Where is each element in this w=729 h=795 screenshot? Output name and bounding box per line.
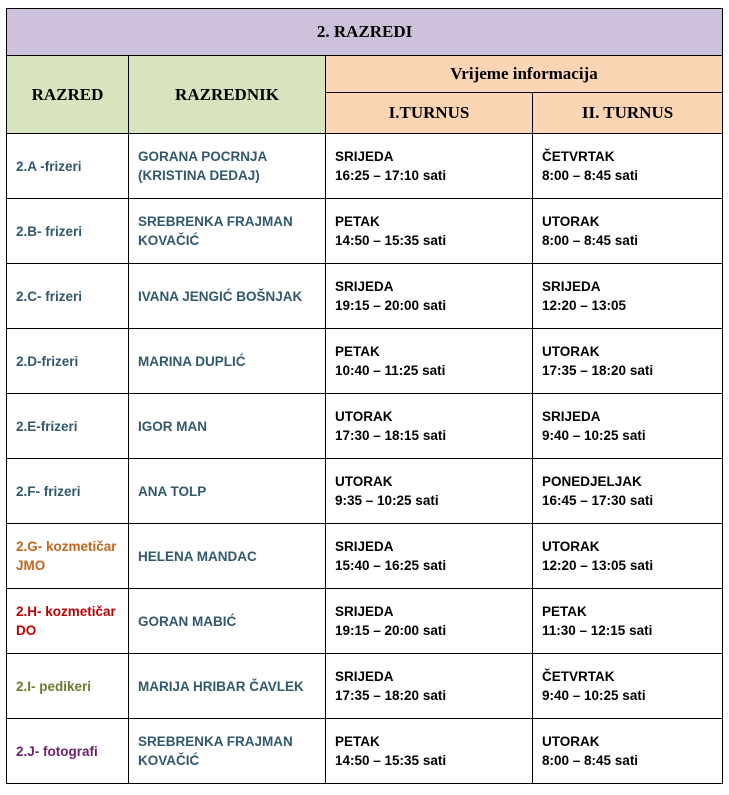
- turnus-1-cell: [326, 394, 533, 459]
- turnus-2-cell-line: 12:20 – 13:05: [542, 298, 627, 313]
- table-row: [7, 524, 723, 589]
- turnus-1-cell-line: SRIJEDA: [335, 149, 394, 164]
- razrednik-cell: [129, 524, 326, 589]
- razrednik-cell-line: HELENA MANDAC: [138, 548, 257, 564]
- table-body: [7, 134, 723, 784]
- turnus-2-cell-line: ČETVRTAK: [542, 669, 615, 684]
- turnus-2-cell-line: SRIJEDA: [542, 409, 601, 424]
- razrednik-cell-line: KOVAČIĆ: [138, 753, 200, 768]
- turnus-2-cell: [533, 459, 723, 524]
- razred-cell-line: 2.F- frizeri: [16, 483, 81, 499]
- turnus-1-cell-line: 17:35 – 18:20 sati: [335, 688, 447, 703]
- turnus-1-cell-line: PETAK: [335, 344, 380, 359]
- turnus-1-cell-line: 9:35 – 10:25 sati: [335, 493, 439, 508]
- turnus-1-cell-line: PETAK: [335, 734, 380, 749]
- turnus-2-cell-line: 17:35 – 18:20 sati: [542, 363, 654, 378]
- razrednik-cell-line: SREBRENKA FRAJMAN: [138, 214, 293, 229]
- turnus-1-cell-line: SRIJEDA: [335, 539, 394, 554]
- razrednik-cell: [129, 134, 326, 199]
- turnus-1-cell-line: SRIJEDA: [335, 604, 394, 619]
- table-row: [7, 459, 723, 524]
- header-razred: RAZRED: [7, 56, 129, 134]
- turnus-2-cell-line: 9:40 – 10:25 sati: [542, 428, 646, 443]
- turnus-1-cell-line: 16:25 – 17:10 sati: [335, 168, 447, 183]
- razrednik-cell-line: GORANA POCRNJA: [138, 149, 268, 164]
- turnus-2-cell: [533, 199, 723, 264]
- header-vrijeme-informacija: Vrijeme informacija: [326, 56, 723, 93]
- table-row: [7, 719, 723, 784]
- turnus-1-cell: [326, 654, 533, 719]
- razrednik-cell-line: GORAN MABIĆ: [138, 613, 237, 629]
- razrednik-cell-line: IVANA JENGIĆ BOŠNJAK: [138, 288, 303, 304]
- turnus-1-cell-line: UTORAK: [335, 474, 393, 489]
- table-row: [7, 329, 723, 394]
- turnus-2-cell: [533, 134, 723, 199]
- table-row: [7, 654, 723, 719]
- turnus-2-cell-line: 11:30 – 12:15 sati: [542, 623, 653, 638]
- razrednik-cell: [129, 589, 326, 654]
- razred-cell: [7, 654, 129, 719]
- razred-cell: [7, 719, 129, 784]
- turnus-2-cell-line: 8:00 – 8:45 sati: [542, 233, 639, 248]
- turnus-2-cell: [533, 524, 723, 589]
- turnus-1-cell: [326, 719, 533, 784]
- turnus-2-cell: [533, 719, 723, 784]
- header-razrednik: RAZREDNIK: [129, 56, 326, 134]
- razred-cell-line: 2.C- frizeri: [16, 288, 83, 304]
- razrednik-cell: [129, 264, 326, 329]
- turnus-1-cell-line: 17:30 – 18:15 sati: [335, 428, 447, 443]
- turnus-2-cell-line: UTORAK: [542, 539, 600, 554]
- turnus-2-cell: [533, 394, 723, 459]
- razred-cell-line: JMO: [16, 558, 46, 573]
- turnus-2-cell: [533, 654, 723, 719]
- razred-cell: [7, 459, 129, 524]
- turnus-1-cell-line: 19:15 – 20:00 sati: [335, 623, 447, 638]
- table-row: [7, 134, 723, 199]
- razred-cell: [7, 264, 129, 329]
- table-title: 2. RAZREDI: [7, 9, 723, 56]
- turnus-1-cell: [326, 589, 533, 654]
- turnus-1-cell: [326, 134, 533, 199]
- turnus-1-cell-line: 10:40 – 11:25 sati: [335, 363, 446, 378]
- header-turnus-2: II. TURNUS: [533, 93, 723, 134]
- razrednik-cell-line: IGOR MAN: [138, 418, 207, 434]
- razrednik-cell: [129, 459, 326, 524]
- turnus-1-cell-line: 14:50 – 15:35 sati: [335, 233, 447, 248]
- razred-cell: [7, 329, 129, 394]
- turnus-2-cell: [533, 589, 723, 654]
- razrednik-cell: [129, 654, 326, 719]
- razred-cell-line: 2.D-frizeri: [16, 353, 79, 369]
- razrednik-cell: [129, 329, 326, 394]
- razred-cell-line: 2.J- fotografi: [16, 743, 98, 759]
- turnus-1-cell: [326, 459, 533, 524]
- turnus-2-cell: [533, 329, 723, 394]
- razred-cell: [7, 589, 129, 654]
- turnus-2-cell-line: 12:20 – 13:05 sati: [542, 558, 654, 573]
- razred-cell-line: 2.A -frizeri: [16, 158, 82, 174]
- header-turnus-1: I.TURNUS: [326, 93, 533, 134]
- razred-cell: [7, 524, 129, 589]
- turnus-2-cell-line: 8:00 – 8:45 sati: [542, 753, 639, 768]
- razred-cell-line: 2.I- pedikeri: [16, 678, 92, 694]
- razrednik-cell: [129, 199, 326, 264]
- table-row: [7, 394, 723, 459]
- turnus-2-cell-line: PONEDJELJAK: [542, 474, 642, 489]
- turnus-1-cell-line: PETAK: [335, 214, 380, 229]
- turnus-1-cell-line: 15:40 – 16:25 sati: [335, 558, 447, 573]
- schedule-table: [6, 8, 723, 784]
- turnus-2-cell-line: ČETVRTAK: [542, 149, 615, 164]
- table-row: [7, 199, 723, 264]
- razrednik-cell-line: ANA TOLP: [138, 483, 207, 499]
- turnus-1-cell-line: UTORAK: [335, 409, 393, 424]
- turnus-2-cell-line: UTORAK: [542, 344, 600, 359]
- turnus-1-cell: [326, 199, 533, 264]
- razred-cell-line: 2.H- kozmetičar: [16, 604, 116, 619]
- turnus-2-cell-line: UTORAK: [542, 734, 600, 749]
- razred-cell-line: 2.E-frizeri: [16, 418, 78, 434]
- turnus-2-cell-line: 9:40 – 10:25 sati: [542, 688, 646, 703]
- razrednik-cell-line: SREBRENKA FRAJMAN: [138, 734, 293, 749]
- razrednik-cell-line: (KRISTINA DEDAJ): [138, 168, 260, 183]
- razrednik-cell-line: MARIJA HRIBAR ČAVLEK: [138, 678, 304, 694]
- turnus-1-cell-line: SRIJEDA: [335, 669, 394, 684]
- turnus-1-cell-line: 19:15 – 20:00 sati: [335, 298, 447, 313]
- razred-cell-line: DO: [16, 623, 37, 638]
- razred-cell-line: 2.B- frizeri: [16, 223, 83, 239]
- razred-cell: [7, 134, 129, 199]
- turnus-2-cell-line: SRIJEDA: [542, 279, 601, 294]
- turnus-2-cell-line: 8:00 – 8:45 sati: [542, 168, 639, 183]
- turnus-1-cell-line: 14:50 – 15:35 sati: [335, 753, 447, 768]
- razrednik-cell: [129, 394, 326, 459]
- turnus-1-cell-line: SRIJEDA: [335, 279, 394, 294]
- razred-cell: [7, 394, 129, 459]
- razred-cell: [7, 199, 129, 264]
- razrednik-cell-line: KOVAČIĆ: [138, 233, 200, 248]
- razrednik-cell: [129, 719, 326, 784]
- turnus-2-cell-line: UTORAK: [542, 214, 600, 229]
- razred-cell-line: 2.G- kozmetičar: [16, 539, 117, 554]
- razrednik-cell-line: MARINA DUPLIĆ: [138, 353, 246, 369]
- turnus-1-cell: [326, 329, 533, 394]
- turnus-2-cell-line: PETAK: [542, 604, 587, 619]
- turnus-1-cell: [326, 264, 533, 329]
- table-row: [7, 264, 723, 329]
- table-row: [7, 589, 723, 654]
- turnus-2-cell: [533, 264, 723, 329]
- turnus-2-cell-line: 16:45 – 17:30 sati: [542, 493, 654, 508]
- turnus-1-cell: [326, 524, 533, 589]
